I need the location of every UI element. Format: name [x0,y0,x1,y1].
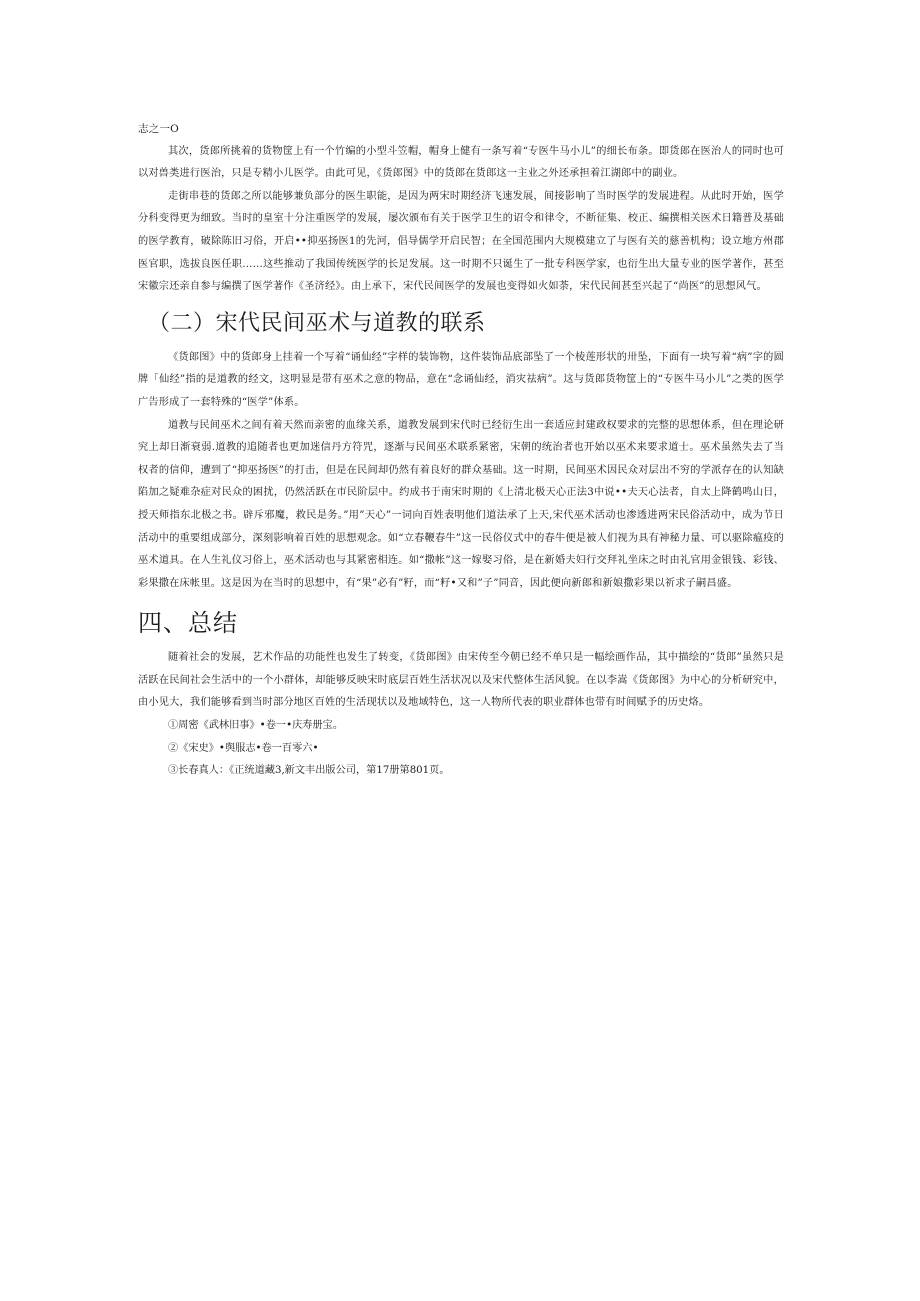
body-paragraph: 《货郎图》中的货郎身上挂着一个写着“诵仙经”字样的装饰物，这件装饰品底部坠了一个棱莲形状的卅坠，下面有一块写着“病”字的圆牌「仙经”指的是道教的经文，这明显是带有巫术之意的物品，意在“念诵仙经，消灾祛病”。这与货郎货物筐上的“专医牛马小儿”之类的医学广告形成了一套特殊的“医学”体系。 [138,351,784,408]
section-heading: （二）宋代民间巫术与道教的联系 [148,310,486,336]
body-paragraph: 道教与民间巫术之间有着天然而亲密的血缘关系，道教发展到宋代时已经衍生出一套适应封建政权要求的完整的思想体系，但在理论研究上却日渐衰弱.道教的追随者也更加迷信丹方符咒，逐渐与民间巫术联系紧密，宋朝的统治者也开始以巫术来要求道士。巫术虽然失去了当权者的信仰，遭到了“抑巫扬医”的打击，但是在民间却仍然有着良好的群众基础。这一时期，民间巫术因民众对层出不穷的学派存在的认知缺陷加之疑难杂症对民众的困扰，仍然活跃在市民阶层中。约成书于南宋时期的《上清北极天心正法3中说••夫天心法者，自太上降鹤鸣山日，授天师指东北极之书。辟斥邪魔，救民是务。”用”天心”一词向百姓表明他们道法承了上天,宋代巫术活动也渗透进两宋民俗活动中，成为节日活动中的重要组成部分，深刻影响着百姓的思想观念。如“立春鞭春牛”这一民俗仪式中的春牛便是被人们视为具有神秘力量、可以驱除瘟疫的巫术道具。在人生礼仪习俗上，巫术活动也与其紧密相连。如“撒帐”这一嫁娶习俗，是在新婚夫妇行交拜礼坐床之时由礼官用金银钱、彩钱、彩果撒在床帐里。这是因为在当时的思想中，有“果”必有”籽，而“籽•又和”子”同音，因此便向新郎和新娘撒彩果以祈求子嗣昌盛。 [138,419,784,589]
body-paragraph: 其次，货郎所挑着的货物筐上有一个竹编的小型斗笠帽，帽身上健有一条写着“专医牛马小儿”的细长布条。即货郎在医治人的同时也可以对兽类进行医治，只是专精小儿医学。由此可见，《货郎图》中的货郎在货郎这一主业之外还承担着江湖郎中的副业。 [138,145,784,180]
footnote: ①周密《武林旧事》•卷一•庆寿册宝。 [168,720,344,732]
body-paragraph: 走街串巷的货郎之所以能够兼负部分的医生职能，是因为两宋时期经济飞速发展，间接影响了当时医学的发展进程。从此时开始，医学分科变得更为细致。当时的皇室十分注重医学的发展，屡次颁布有关于医学卫生的诏令和律令，不断征集、校正、编撰相关医术日籍普及基础的医学教育，破除陈旧习俗，开启••抑巫扬医1的先河，倡导儒学开启民智；在全国范围内大规模建立了与医有关的慈善机构；设立地方州郡医官职，选拔良医任职……这些推动了我国传统医学的长足发展。这一时期不只诞生了一批专科医学家，也衍生出大量专业的医学著作，甚至宋徽宗还亲自参与编撰了医学著作《圣济经》。由上承下，宋代民间医学的发展也变得如火如荼，宋代民间甚至兴起了“尚医”的思想风气。 [138,190,784,293]
section-heading: 四、总结 [138,609,238,638]
footnote: ②《宋史》•舆服志•卷一百零六• [168,742,319,754]
continuation-line: 志之一O [138,123,179,135]
footnote: ③长春真人：《正统道藏3,新文丰出版公司，第17册第801页。 [168,765,450,777]
body-paragraph: 随着社会的发展，艺术作品的功能性也发生了转变，《货郎图》由宋传至今朝已经不单只是一幅绘画作品，其中描绘的“货郎”虽然只是活跃在民间社会生活中的一个小群体，却能够反映宋时底层百姓生活状况以及宋代整体生活风貌。在以李嵩《货郎图》为中心的分析研究中，由小见大，我们能够看到当时部分地区百姓的生活现状以及地域特色，这一人物所代表的职业群体也带有时间赋予的历史烙。 [138,652,784,709]
document-page [138,118,784,783]
